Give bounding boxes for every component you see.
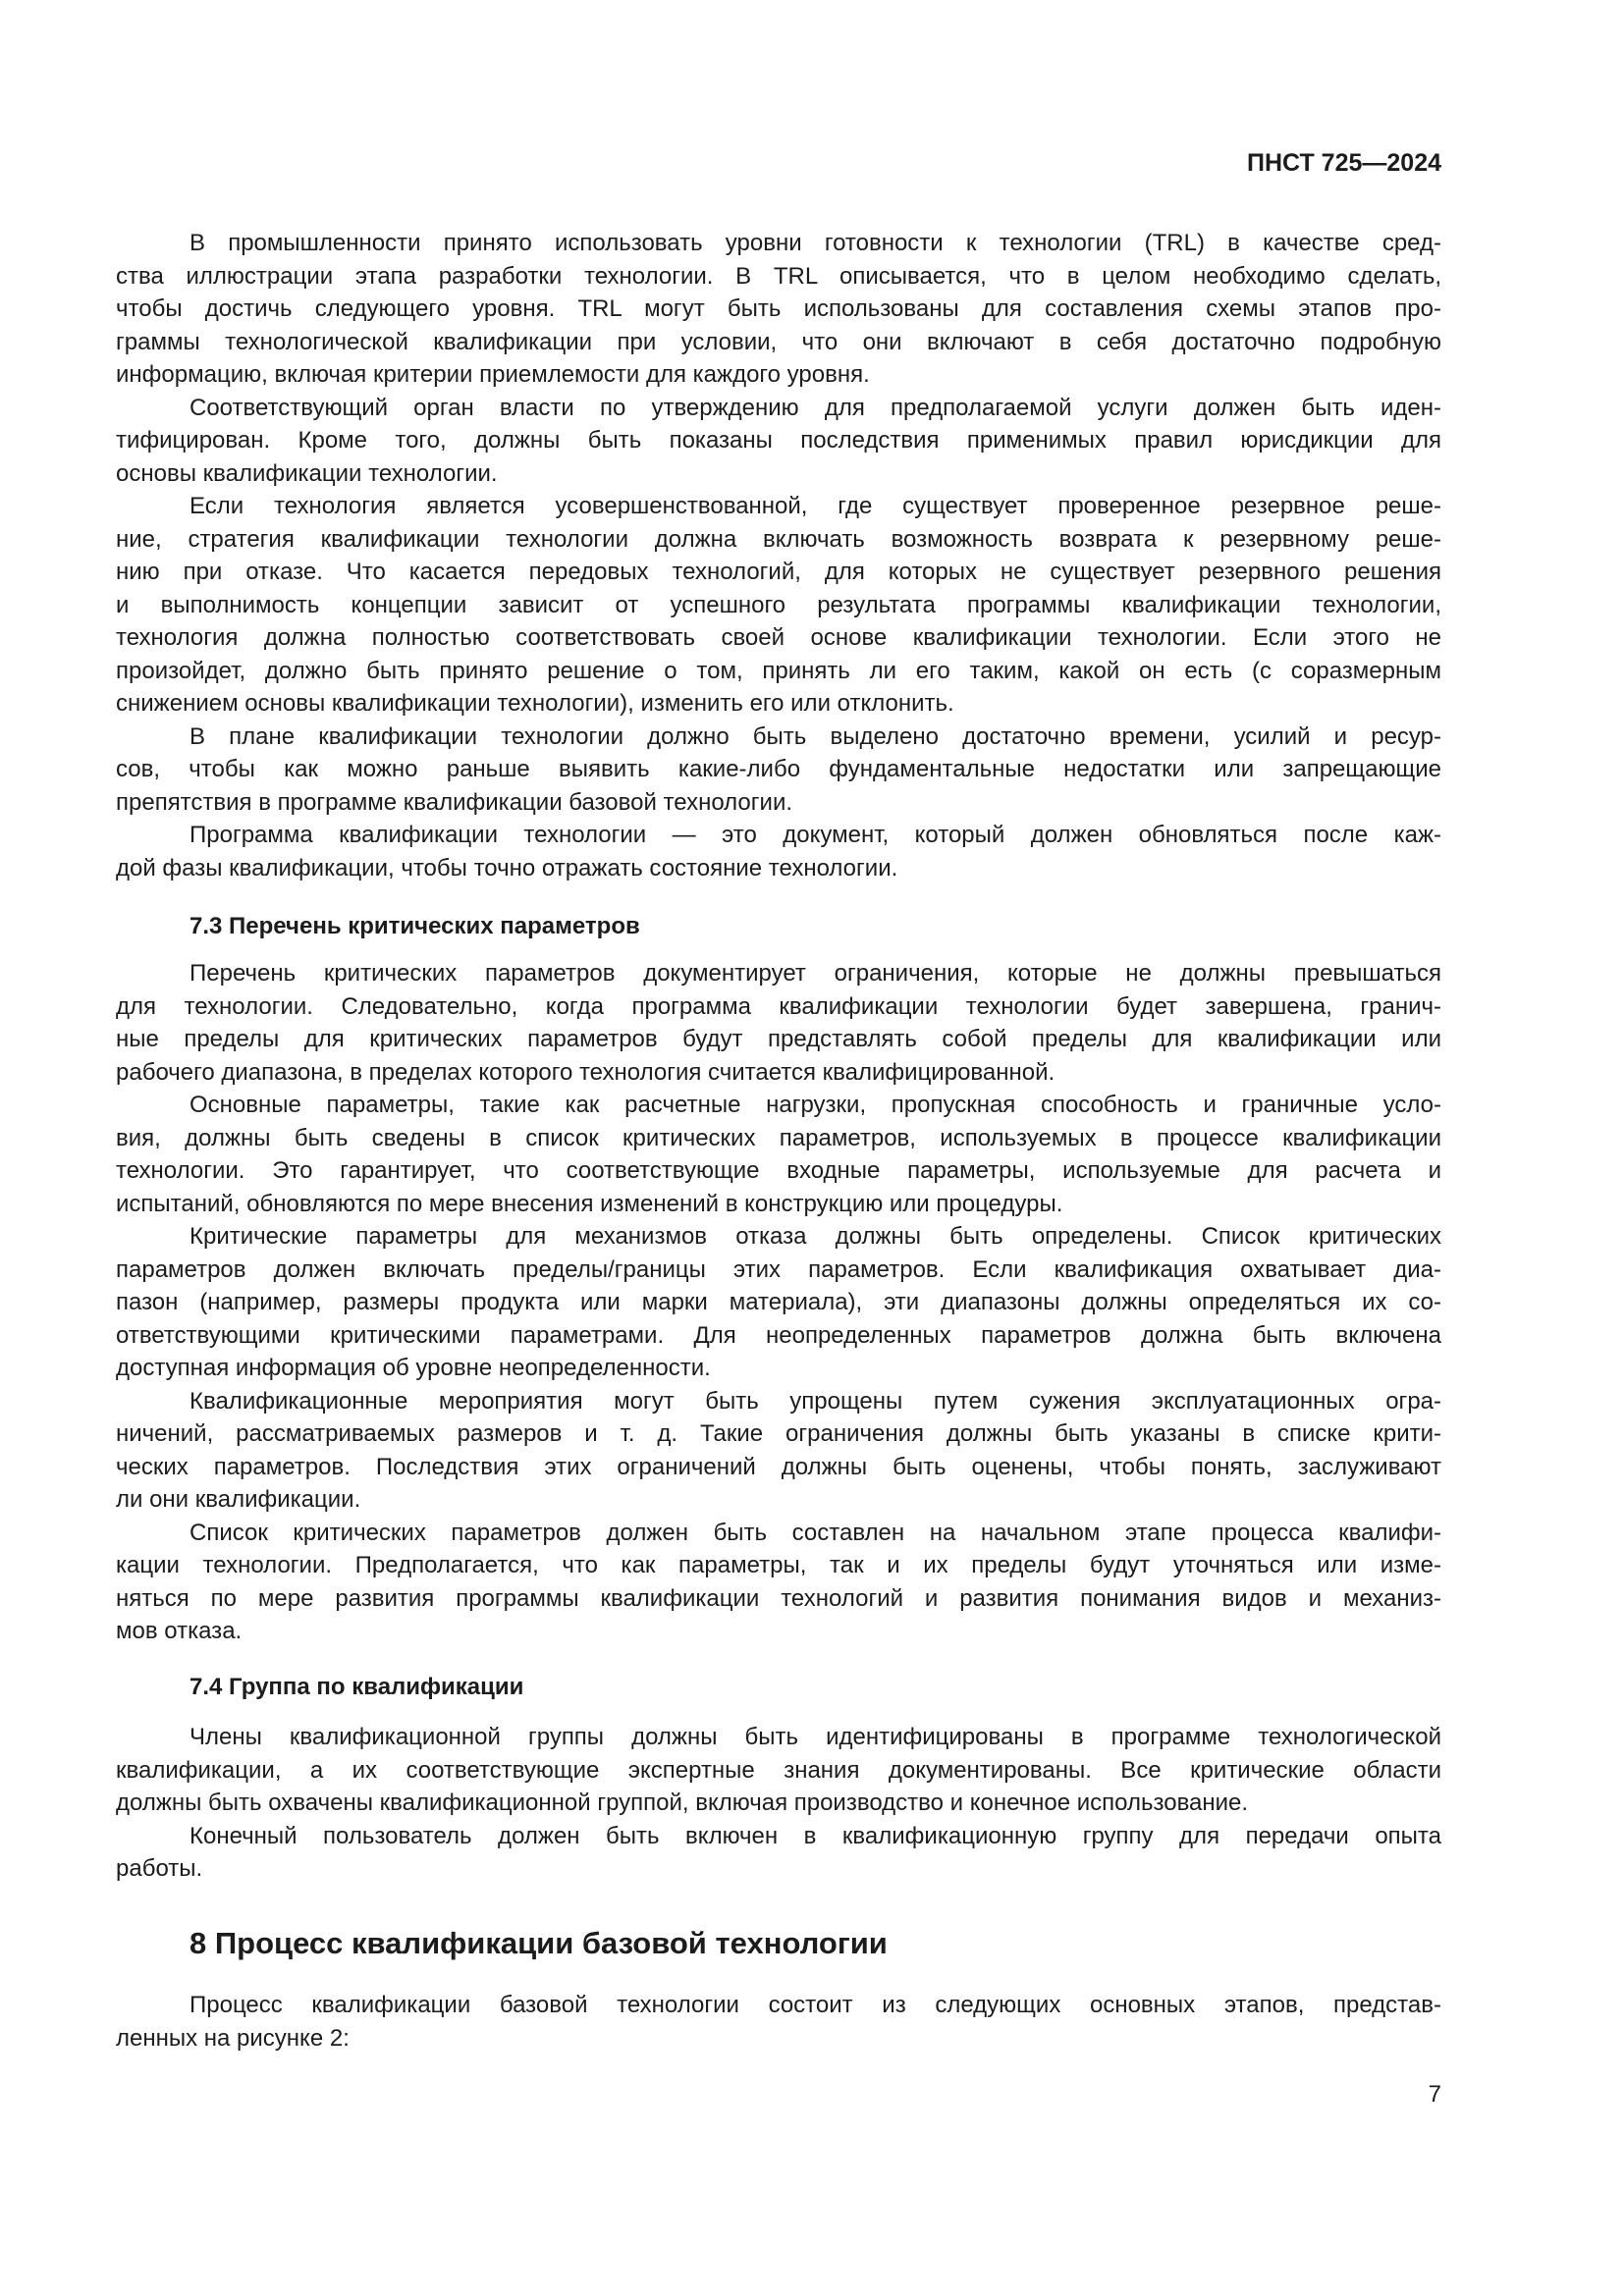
text-line: информацию, включая критерии приемлемости для каждого уровня. [116,361,870,388]
paragraph [116,1385,1441,1517]
section-7-3-heading [116,910,1441,943]
text-line: граммы технологической квалификации при условии, что они включают в себя достаточно подробную [116,328,1441,355]
paragraph [116,392,1441,491]
text-line: ответствующими критическими параметрами. Для неопределенных параметров должна быть включена [116,1321,1441,1349]
section-7-3-body [116,957,1441,1648]
section-heading: 7.4 Группа по квалификации [189,1674,524,1700]
text-line: няться по мере развития программы квалификации технологий и развития понимания видов и механиз- [116,1584,1441,1612]
text-line: дой фазы квалификации, чтобы точно отражать состояние технологии. [116,854,898,881]
text-line: доступная информация об уровне неопределенности. [116,1355,711,1381]
paragraph [116,1089,1441,1220]
text-line: рабочего диапазона, в пределах которого технология считается квалифицированной. [116,1058,1056,1086]
text-line: сов, чтобы как можно раньше выявить какие-либо фундаментальные недостатки или запрещающие [116,756,1441,782]
document-designation: ПНСТ 725—2024 [1247,149,1441,177]
paragraph [116,1721,1441,1820]
section-heading: 8 Процесс квалификации базовой технологии [189,1926,888,1960]
text-line: Конечный пользователь должен быть включен в квалификационную группу для передачи опыта [189,1822,1441,1849]
paragraph [116,1220,1441,1385]
text-line: Перечень критических параметров документирует ограничения, которые не должны превышаться [189,960,1441,987]
text-line: ства иллюстрации этапа разработки технологии. В TRL описывается, что в целом необходимо сделать, [116,262,1441,290]
text-line: работы. [116,1855,203,1882]
text-line: для технологии. Следовательно, когда программа квалификации технологии будет завершена, гранич- [116,992,1441,1020]
text-line: основы квалификации технологии. [116,459,498,487]
text-line: испытаний, обновляются по мере внесения изменений в конструкцию или процедуры. [116,1190,1063,1217]
text-line: В плане квалификации технологии должно быть выделено достаточно времени, усилий и ресур- [189,722,1441,750]
text-line: Программа квалификации технологии — это документ, который должен обновляться после каж- [189,822,1441,848]
text-line: и выполнимость концепции зависит от успешного результата программы квалификации технологии, [116,591,1441,618]
text-line: Если технология является усовершенствованной, где существует проверенное резервное реше- [189,493,1441,519]
text-line: снижением основы квалификации технологии), изменить его или отклонить. [116,690,954,717]
text-line: чтобы достичь следующего уровня. TRL могут быть использованы для составления схемы этапов про- [116,295,1441,322]
text-line: Список критических параметров должен быть составлен на начальном этапе процесса квалифи- [189,1519,1441,1546]
text-line: ческих параметров. Последствия этих ограничений должны быть оценены, чтобы понять, заслуживают [116,1453,1441,1480]
text-line: ничений, рассматриваемых размеров и т. д. Такие ограничения должны быть указаны в списке крити- [116,1420,1441,1447]
text-line: ние, стратегия квалификации технологии должна включать возможность возврата к резервному реше- [116,525,1441,553]
text-line: технологии. Это гарантирует, что соответствующие входные параметры, используемые для расчета и [116,1157,1441,1184]
text-line: кации технологии. Предполагается, что как параметры, так и их пределы будут уточняться или изме- [116,1552,1441,1578]
text-line: параметров должен включать пределы/границы этих параметров. Если квалификация охватывает диа- [116,1255,1441,1283]
text-line: пазон (например, размеры продукта или марки материала), эти диапазоны должны определяться их со- [116,1289,1441,1315]
paragraph [116,819,1441,884]
text-line: тифицирован. Кроме того, должны быть показаны последствия применимых правил юрисдикции для [116,427,1441,454]
text-line: вия, должны быть сведены в список критических параметров, используемых в процессе квалификации [116,1124,1441,1151]
section-7-4-heading [116,1671,1441,1704]
paragraph [116,227,1441,392]
section-8-heading [116,1924,1441,1963]
text-line: ные пределы для критических параметров будут представлять собой пределы для квалификации или [116,1026,1441,1052]
paragraph [116,1517,1441,1648]
text-line: должны быть охвачены квалификационной группой, включая производство и конечное использование. [116,1789,1249,1816]
text-line: Члены квалификационной группы должны быть идентифицированы в программе технологической [189,1724,1441,1750]
text-line: ленных на рисунке 2: [116,2024,350,2052]
text-line: мов отказа. [116,1618,243,1644]
text-line: нию при отказе. Что касается передовых технологий, для которых не существует резервного решения [116,559,1441,585]
text-line: Основные параметры, такие как расчетные нагрузки, пропускная способность и граничные усло- [189,1092,1441,1118]
section-8-body [116,1989,1441,2055]
paragraph [116,957,1441,1089]
text-line: Критические параметры для механизмов отказа должны быть определены. Список критических [189,1223,1441,1250]
text-line: препятствия в программе квалификации базовой технологии. [116,788,793,816]
intro-section [116,227,1441,884]
page-number: 7 [1428,2081,1441,2108]
section-7-4-body [116,1721,1441,1886]
text-line: Квалификационные мероприятия могут быть упрощены путем сужения эксплуатационных огра- [189,1387,1441,1415]
text-line: Процесс квалификации базовой технологии состоит из следующих основных этапов, представ- [189,1992,1441,2018]
text-line: произойдет, должно быть принято решение о том, принять ли его таким, какой он есть (с соразмерным [116,657,1441,684]
paragraph [116,721,1441,820]
section-heading: 7.3 Перечень критических параметров [189,913,640,939]
paragraph [116,1989,1441,2055]
paragraph [116,490,1441,721]
text-line: ли они квалификации. [116,1486,361,1513]
text-line: технология должна полностью соответствовать своей основе квалификации технологии. Если этого не [116,624,1441,651]
text-line: квалификации, а их соответствующие экспертные знания документированы. Все критические области [116,1756,1441,1784]
text-line: Соответствующий орган власти по утверждению для предполагаемой услуги должен быть иден- [189,394,1441,421]
text-line: В промышленности принято использовать уровни готовности к технологии (TRL) в качестве сред- [189,230,1441,256]
paragraph [116,1820,1441,1886]
